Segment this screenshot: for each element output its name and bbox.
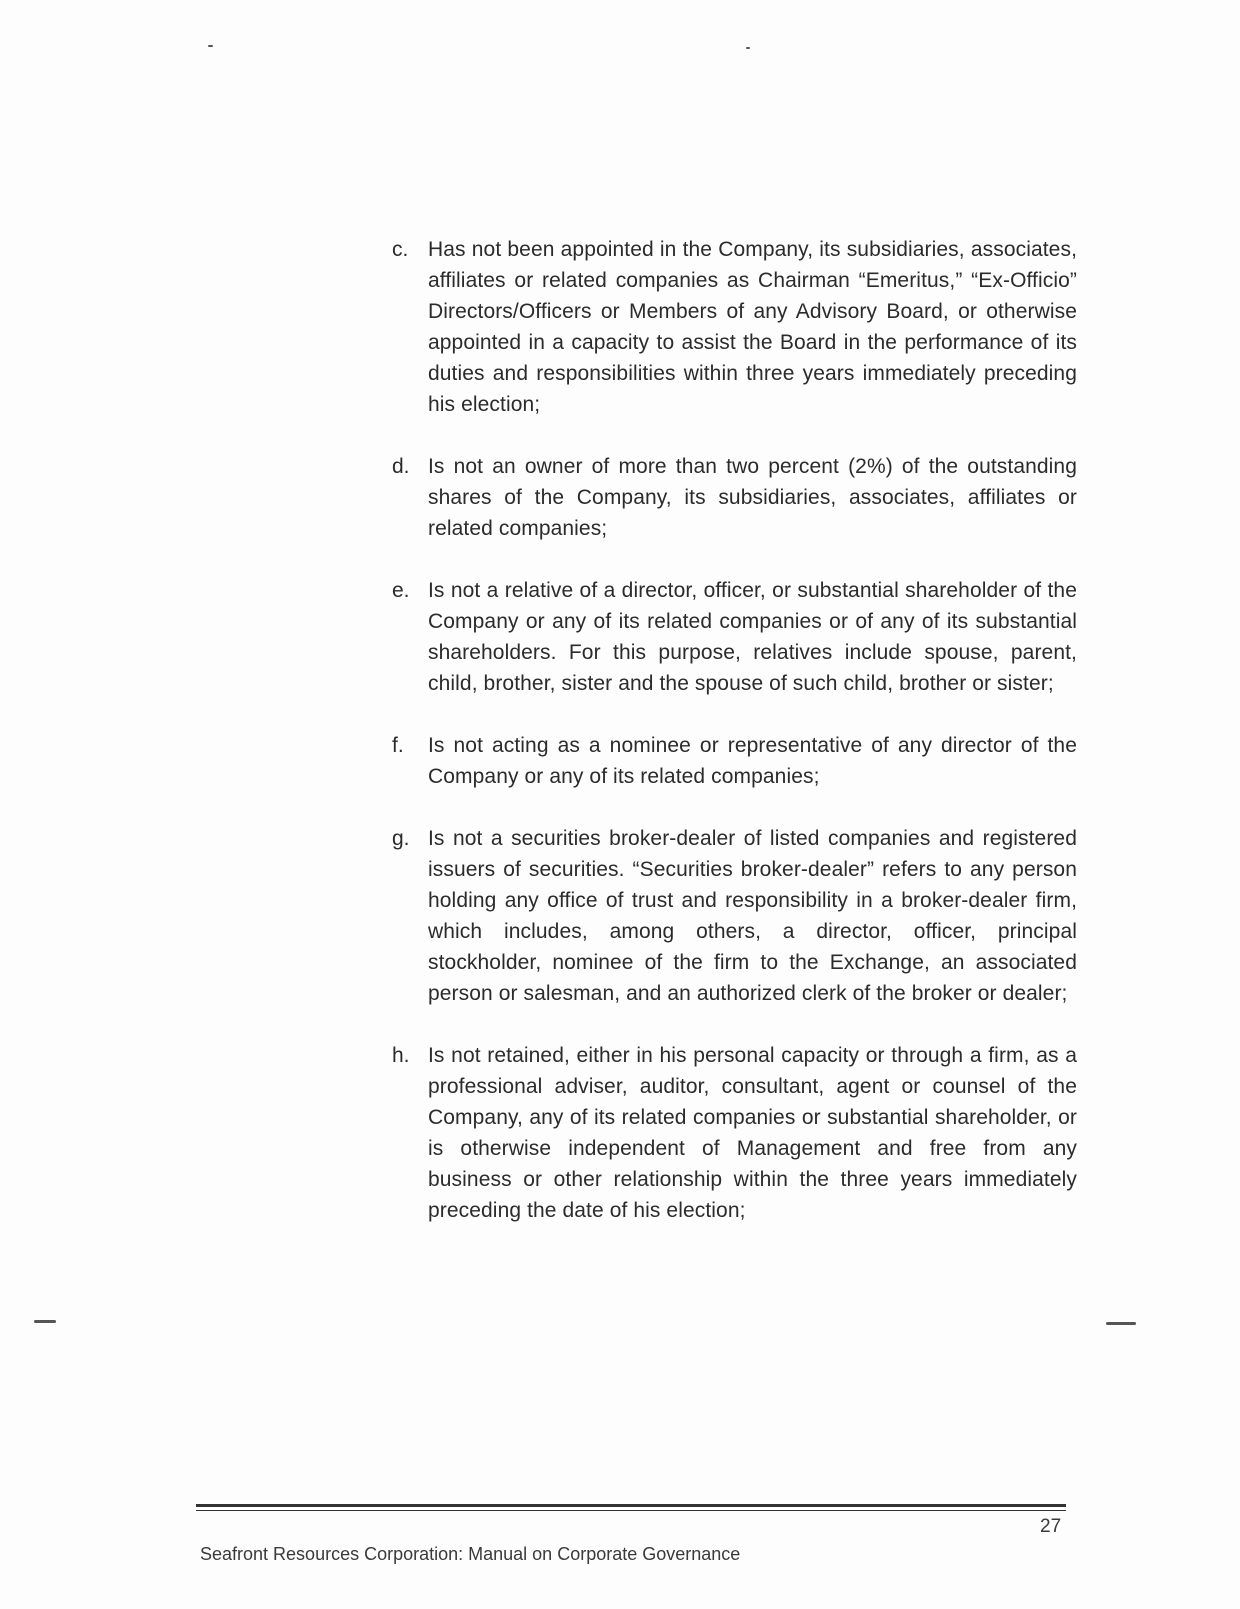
list-item — [392, 575, 1077, 699]
scan-speck — [746, 47, 750, 49]
list-item-text: Is not an owner of more than two percent (2%) of the outstanding shares of the Company, its subsidiaries, associates, affiliates or related companies; — [428, 455, 1077, 540]
list-item — [392, 730, 1077, 792]
list-item-letter: e. — [392, 579, 410, 602]
list-item — [392, 823, 1077, 1009]
footer-divider — [196, 1504, 1066, 1507]
list-item-text: Is not a relative of a director, officer, or substantial shareholder of the Company or any of its related companies or of any of its substantial shareholders. For this purpose, relatives include spouse, parent, child, brother, sister and the spouse of such child, brother or sister; — [428, 579, 1077, 695]
list-item-text: Is not a securities broker-dealer of listed companies and registered issuers of securities. “Securities broker-dealer” refers to any person holding any office of trust and responsibility in a broker-dealer firm, which includes, among others, a director, officer, principal stockholder, nominee of the firm to the Exchange, an associated person or salesman, and an authorized clerk of the broker or dealer; — [428, 827, 1077, 1005]
list-item-text: Is not retained, either in his personal capacity or through a firm, as a professional adviser, auditor, consultant, agent or counsel of the Company, any of its related companies or substantial shareholder, or is otherwise independent of Management and free from any business or other relationship within the three years immediately preceding the date of his election; — [428, 1044, 1077, 1222]
footer-title: Seafront Resources Corporation: Manual on Corporate Governance — [200, 1544, 741, 1564]
list-item-letter: c. — [392, 238, 409, 261]
independence-criteria-list — [392, 234, 1077, 1226]
footer-divider — [196, 1510, 1066, 1511]
list-item-letter: f. — [392, 734, 404, 757]
scan-speck — [208, 45, 213, 47]
list-item-letter: d. — [392, 455, 410, 478]
list-item-text: Is not acting as a nominee or representative of any director of the Company or any of its related companies; — [428, 734, 1077, 788]
list-item-letter: h. — [392, 1044, 410, 1067]
list-item — [392, 234, 1077, 420]
list-item — [392, 451, 1077, 544]
list-item-letter: g. — [392, 827, 410, 850]
scan-speck — [34, 1320, 56, 1323]
scan-speck — [1106, 1322, 1136, 1325]
list-item-text: Has not been appointed in the Company, its subsidiaries, associates, affiliates or related companies as Chairman “Emeritus,” “Ex-Officio” Directors/Officers or Members of any Advisory Board, or otherwise appointed in a capacity to assist the Board in the performance of its duties and responsibilities within three years immediately preceding his election; — [428, 238, 1077, 416]
list-item — [392, 1040, 1077, 1226]
page-number: 27 — [1040, 1516, 1062, 1537]
